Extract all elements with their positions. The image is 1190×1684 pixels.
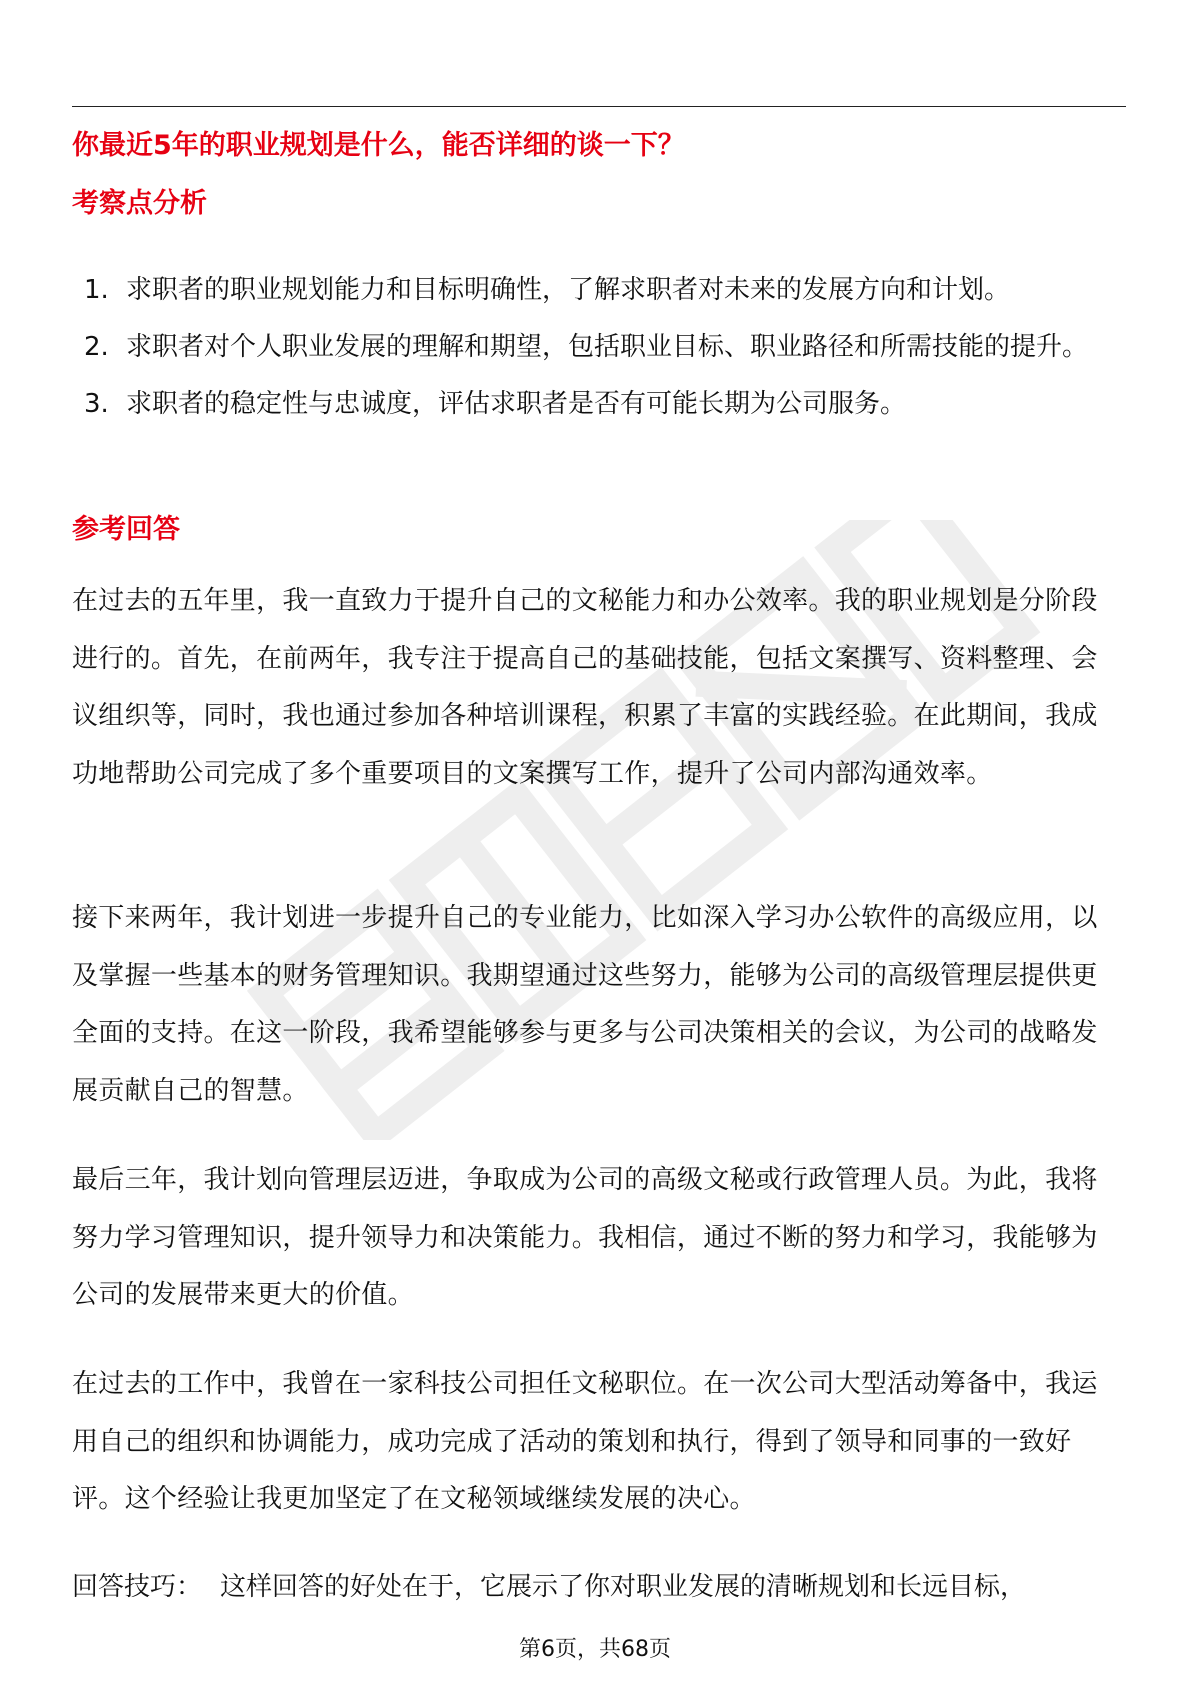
list-item bbox=[72, 376, 1132, 433]
list-number: 1. bbox=[84, 275, 109, 305]
answer-tip bbox=[72, 1559, 1132, 1617]
answer-paragraph: 在过去的五年里，我一直致力于提升自己的文秘能力和办公效率。我的职业规划是分阶段进行的。首先，在前两年，我专注于提高自己的基础技能，包括文案撰写、资料整理、会议组织等，同时，我也通过参加各种培训课程，积累了丰富的实践经验。在此期间，我成功地帮助公司完成了多个重要项目的文案撰写工作，提升了公司内部沟通效率。 bbox=[72, 586, 1098, 789]
header-rule bbox=[72, 106, 1126, 107]
page-number: 第6页，共68页 bbox=[519, 1637, 671, 1662]
answer-paragraph: 在过去的工作中，我曾在一家科技公司担任文秘职位。在一次公司大型活动筹备中，我运用自己的组织和协调能力，成功完成了活动的策划和执行，得到了领导和同事的一致好评。这个经验让我更加坚定了在文秘领域继续发展的决心。 bbox=[72, 1369, 1098, 1514]
tip-label: 回答技巧： bbox=[72, 1572, 203, 1602]
answer-heading: 参考回答 bbox=[72, 514, 180, 545]
list-text: 求职者的稳定性与忠诚度，评估求职者是否有可能长期为公司服务。 bbox=[126, 389, 907, 419]
list-number: 2. bbox=[84, 332, 109, 362]
list-item bbox=[72, 262, 1132, 319]
answer-paragraph: 最后三年，我计划向管理层迈进，争取成为公司的高级文秘或行政管理人员。为此，我将努力学习管理知识，提升领导力和决策能力。我相信，通过不断的努力和学习，我能够为公司的发展带来更大的价值。 bbox=[72, 1165, 1098, 1310]
analysis-list bbox=[72, 262, 1132, 433]
question-title: 你最近5年的职业规划是什么，能否详细的谈一下？ bbox=[72, 130, 685, 161]
list-number: 3. bbox=[84, 389, 109, 419]
list-text: 求职者对个人职业发展的理解和期望，包括职业目标、职业路径和所需技能的提升。 bbox=[126, 332, 1089, 362]
analysis-heading: 考察点分析 bbox=[72, 188, 207, 219]
tip-text: 这样回答的好处在于，它展示了你对职业发展的清晰规划和长远目标， bbox=[220, 1572, 1027, 1602]
answer-paragraph: 接下来两年，我计划进一步提升自己的专业能力，比如深入学习办公软件的高级应用，以及掌握一些基本的财务管理知识。我期望通过这些努力，能够为公司的高级管理层提供更全面的支持。在这一阶段，我希望能够参与更多与公司决策相关的会议，为公司的战略发展贡献自己的智慧。 bbox=[72, 903, 1098, 1106]
list-text: 求职者的职业规划能力和目标明确性，了解求职者对未来的发展方向和计划。 bbox=[126, 275, 1011, 305]
list-item bbox=[72, 319, 1132, 376]
